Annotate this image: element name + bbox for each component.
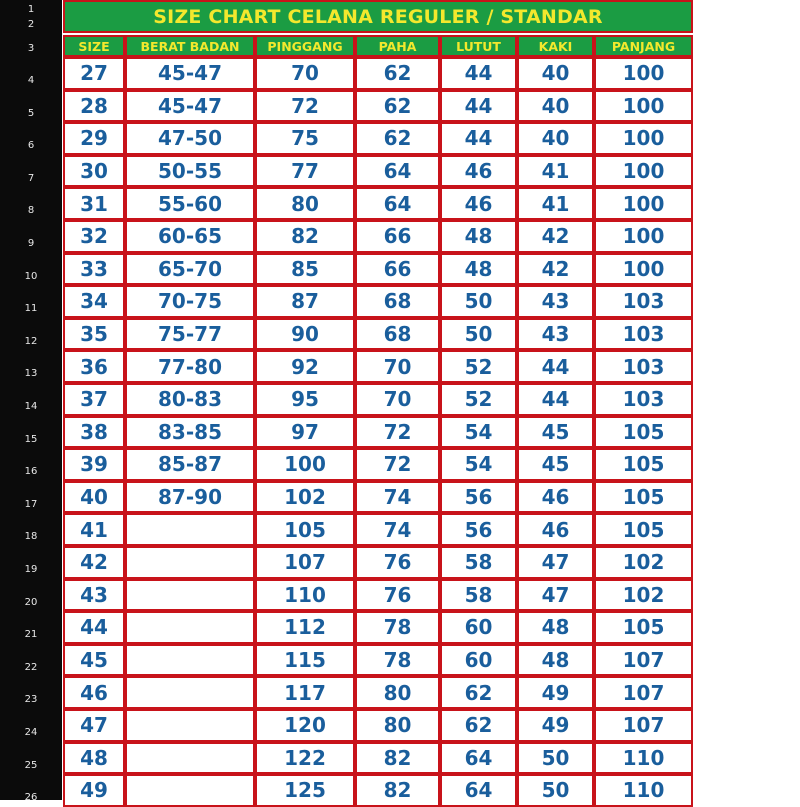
row-number-column [0, 0, 62, 804]
cell-lutut[interactable]: 56 [440, 481, 517, 514]
cell-size[interactable]: 27 [63, 57, 125, 90]
cell-size[interactable]: 33 [63, 253, 125, 286]
cell-lutut[interactable]: 52 [440, 350, 517, 383]
cell-lutut[interactable]: 64 [440, 742, 517, 775]
cell-lutut[interactable]: 60 [440, 644, 517, 677]
cell-paha[interactable]: 64 [355, 155, 440, 188]
cell-berat-badan[interactable]: 65-70 [125, 253, 255, 286]
row-number[interactable]: 8 [27, 205, 35, 217]
cell-panjang[interactable]: 107 [594, 709, 693, 742]
cell-pinggang[interactable]: 85 [255, 253, 355, 286]
cell-paha[interactable]: 80 [355, 676, 440, 709]
cell-berat-badan[interactable]: 60-65 [125, 220, 255, 253]
cell-panjang[interactable]: 103 [594, 350, 693, 383]
cell-pinggang[interactable]: 75 [255, 122, 355, 155]
cell-panjang[interactable]: 103 [594, 383, 693, 416]
cell-paha[interactable]: 72 [355, 416, 440, 449]
header-kaki: KAKI [517, 35, 594, 57]
row-number[interactable]: 2 [27, 19, 35, 30]
cell-panjang[interactable]: 100 [594, 187, 693, 220]
cell-berat-badan[interactable] [125, 513, 255, 546]
cell-paha[interactable]: 64 [355, 187, 440, 220]
cell-berat-badan[interactable] [125, 579, 255, 612]
cell-panjang[interactable]: 105 [594, 481, 693, 514]
cell-panjang[interactable]: 105 [594, 513, 693, 546]
row-number[interactable]: 13 [24, 368, 38, 380]
cell-lutut[interactable]: 56 [440, 513, 517, 546]
row-number[interactable]: 5 [27, 107, 35, 119]
cell-berat-badan[interactable]: 55-60 [125, 187, 255, 220]
cell-lutut[interactable]: 52 [440, 383, 517, 416]
row-number[interactable]: 22 [24, 661, 38, 673]
cell-size[interactable]: 38 [63, 416, 125, 449]
row-number[interactable]: 7 [27, 172, 35, 184]
cell-lutut[interactable]: 50 [440, 318, 517, 351]
cell-paha[interactable]: 74 [355, 513, 440, 546]
cell-lutut[interactable]: 44 [440, 90, 517, 123]
header-pinggang: PINGGANG [255, 35, 355, 57]
header-size: SIZE [63, 35, 125, 57]
cell-paha[interactable]: 66 [355, 220, 440, 253]
cell-kaki[interactable]: 40 [517, 90, 594, 123]
cell-size[interactable]: 41 [63, 513, 125, 546]
cell-panjang[interactable]: 100 [594, 57, 693, 90]
cell-size[interactable]: 39 [63, 448, 125, 481]
cell-size[interactable]: 34 [63, 285, 125, 318]
cell-kaki[interactable]: 42 [517, 253, 594, 286]
row-number[interactable]: 18 [24, 531, 38, 543]
row-number[interactable]: 11 [24, 303, 38, 315]
page-title: SIZE CHART CELANA REGULER / STANDAR [63, 0, 693, 33]
cell-lutut[interactable]: 50 [440, 285, 517, 318]
cell-size[interactable]: 40 [63, 481, 125, 514]
cell-berat-badan[interactable]: 70-75 [125, 285, 255, 318]
cell-size[interactable]: 29 [63, 122, 125, 155]
cell-berat-badan[interactable]: 77-80 [125, 350, 255, 383]
cell-pinggang[interactable]: 82 [255, 220, 355, 253]
cell-kaki[interactable]: 46 [517, 481, 594, 514]
header-lutut: LUTUT [440, 35, 517, 57]
cell-pinggang[interactable]: 117 [255, 676, 355, 709]
cell-pinggang[interactable]: 110 [255, 579, 355, 612]
cell-lutut[interactable]: 54 [440, 448, 517, 481]
cell-paha[interactable]: 70 [355, 350, 440, 383]
cell-pinggang[interactable]: 107 [255, 546, 355, 579]
cell-paha[interactable]: 66 [355, 253, 440, 286]
cell-pinggang[interactable]: 115 [255, 644, 355, 677]
row-number[interactable]: 19 [24, 564, 38, 575]
cell-lutut[interactable]: 48 [440, 253, 517, 286]
cell-lutut[interactable]: 44 [440, 122, 517, 155]
cell-kaki[interactable]: 46 [517, 513, 594, 546]
cell-paha[interactable]: 78 [355, 644, 440, 677]
cell-paha[interactable]: 70 [355, 383, 440, 416]
cell-size[interactable]: 31 [63, 187, 125, 220]
cell-pinggang[interactable]: 102 [255, 481, 355, 514]
header-berat-badan: BERAT BADAN [125, 35, 255, 57]
row-number[interactable]: 6 [27, 140, 35, 152]
cell-paha[interactable]: 62 [355, 122, 440, 155]
cell-pinggang[interactable]: 70 [255, 57, 355, 90]
cell-paha[interactable]: 68 [355, 285, 440, 318]
cell-panjang[interactable]: 100 [594, 220, 693, 253]
cell-kaki[interactable]: 43 [517, 318, 594, 351]
cell-panjang[interactable]: 107 [594, 676, 693, 709]
cell-panjang[interactable]: 110 [594, 774, 693, 807]
cell-pinggang[interactable]: 87 [255, 285, 355, 318]
cell-kaki[interactable]: 48 [517, 644, 594, 677]
cell-lutut[interactable]: 60 [440, 611, 517, 644]
cell-panjang[interactable]: 100 [594, 90, 693, 123]
cell-size[interactable]: 35 [63, 318, 125, 351]
cell-panjang[interactable]: 100 [594, 253, 693, 286]
row-number[interactable]: 25 [24, 759, 38, 771]
cell-paha[interactable]: 74 [355, 481, 440, 514]
cell-pinggang[interactable]: 100 [255, 448, 355, 481]
cell-berat-badan[interactable]: 80-83 [125, 383, 255, 416]
cell-berat-badan[interactable]: 45-47 [125, 57, 255, 90]
cell-lutut[interactable]: 62 [440, 709, 517, 742]
cell-kaki[interactable]: 49 [517, 676, 594, 709]
cell-panjang[interactable]: 107 [594, 644, 693, 677]
row-number[interactable]: 16 [24, 466, 38, 478]
cell-size[interactable]: 32 [63, 220, 125, 253]
cell-kaki[interactable]: 50 [517, 774, 594, 807]
cell-lutut[interactable]: 46 [440, 187, 517, 220]
cell-kaki[interactable]: 49 [517, 709, 594, 742]
row-number[interactable]: 17 [24, 498, 38, 510]
cell-berat-badan[interactable] [125, 611, 255, 644]
cell-lutut[interactable]: 58 [440, 579, 517, 612]
cell-berat-badan[interactable] [125, 676, 255, 709]
cell-size[interactable]: 46 [63, 676, 125, 709]
cell-panjang[interactable]: 100 [594, 122, 693, 155]
cell-paha[interactable]: 80 [355, 709, 440, 742]
cell-lutut[interactable]: 64 [440, 774, 517, 807]
cell-paha[interactable]: 76 [355, 579, 440, 612]
cell-size[interactable]: 44 [63, 611, 125, 644]
header-panjang: PANJANG [594, 35, 693, 57]
cell-paha[interactable]: 82 [355, 742, 440, 775]
row-number[interactable]: 1 [27, 4, 35, 15]
cell-size[interactable]: 47 [63, 709, 125, 742]
cell-pinggang[interactable]: 120 [255, 709, 355, 742]
cell-kaki[interactable]: 45 [517, 448, 594, 481]
cell-size[interactable]: 30 [63, 155, 125, 188]
cell-kaki[interactable]: 41 [517, 155, 594, 188]
cell-size[interactable]: 36 [63, 350, 125, 383]
row-number[interactable]: 9 [27, 238, 35, 249]
cell-lutut[interactable]: 54 [440, 416, 517, 449]
cell-pinggang[interactable]: 125 [255, 774, 355, 807]
cell-pinggang[interactable]: 90 [255, 318, 355, 351]
cell-paha[interactable]: 72 [355, 448, 440, 481]
cell-berat-badan[interactable] [125, 742, 255, 775]
cell-kaki[interactable]: 50 [517, 742, 594, 775]
cell-paha[interactable]: 82 [355, 774, 440, 807]
cell-paha[interactable]: 78 [355, 611, 440, 644]
cell-paha[interactable]: 62 [355, 57, 440, 90]
cell-berat-badan[interactable]: 85-87 [125, 448, 255, 481]
cell-panjang[interactable]: 105 [594, 448, 693, 481]
cell-size[interactable]: 48 [63, 742, 125, 775]
cell-panjang[interactable]: 100 [594, 155, 693, 188]
row-number[interactable]: 20 [24, 596, 38, 608]
cell-berat-badan[interactable] [125, 546, 255, 579]
cell-kaki[interactable]: 48 [517, 611, 594, 644]
cell-kaki[interactable]: 44 [517, 350, 594, 383]
cell-pinggang[interactable]: 92 [255, 350, 355, 383]
cell-size[interactable]: 45 [63, 644, 125, 677]
cell-berat-badan[interactable]: 47-50 [125, 122, 255, 155]
cell-size[interactable]: 43 [63, 579, 125, 612]
row-number[interactable]: 23 [24, 694, 38, 706]
cell-pinggang[interactable]: 80 [255, 187, 355, 220]
cell-lutut[interactable]: 44 [440, 57, 517, 90]
cell-kaki[interactable]: 42 [517, 220, 594, 253]
cell-lutut[interactable]: 58 [440, 546, 517, 579]
cell-pinggang[interactable]: 95 [255, 383, 355, 416]
cell-size[interactable]: 28 [63, 90, 125, 123]
cell-panjang[interactable]: 110 [594, 742, 693, 775]
row-number[interactable]: 26 [24, 792, 38, 804]
header-paha: PAHA [355, 35, 440, 57]
cell-size[interactable]: 42 [63, 546, 125, 579]
cell-pinggang[interactable]: 72 [255, 90, 355, 123]
row-number[interactable]: 10 [24, 270, 38, 282]
cell-kaki[interactable]: 43 [517, 285, 594, 318]
cell-lutut[interactable]: 48 [440, 220, 517, 253]
cell-pinggang[interactable]: 112 [255, 611, 355, 644]
row-number[interactable]: 21 [24, 629, 38, 641]
cell-kaki[interactable]: 41 [517, 187, 594, 220]
row-number[interactable]: 14 [24, 401, 38, 412]
cell-panjang[interactable]: 102 [594, 579, 693, 612]
cell-panjang[interactable]: 103 [594, 318, 693, 351]
cell-berat-badan[interactable]: 45-47 [125, 90, 255, 123]
cell-panjang[interactable]: 105 [594, 611, 693, 644]
cell-berat-badan[interactable]: 50-55 [125, 155, 255, 188]
cell-pinggang[interactable]: 77 [255, 155, 355, 188]
cell-size[interactable]: 37 [63, 383, 125, 416]
cell-paha[interactable]: 68 [355, 318, 440, 351]
cell-pinggang[interactable]: 97 [255, 416, 355, 449]
cell-berat-badan[interactable]: 75-77 [125, 318, 255, 351]
cell-kaki[interactable]: 40 [517, 122, 594, 155]
row-number[interactable]: 15 [24, 433, 38, 445]
cell-size[interactable]: 49 [63, 774, 125, 807]
cell-berat-badan[interactable] [125, 709, 255, 742]
cell-berat-badan[interactable]: 83-85 [125, 416, 255, 449]
cell-berat-badan[interactable] [125, 774, 255, 807]
cell-panjang[interactable]: 102 [594, 546, 693, 579]
cell-paha[interactable]: 62 [355, 90, 440, 123]
row-number[interactable]: 12 [24, 335, 38, 347]
cell-kaki[interactable]: 47 [517, 546, 594, 579]
cell-kaki[interactable]: 45 [517, 416, 594, 449]
cell-paha[interactable]: 76 [355, 546, 440, 579]
cell-lutut[interactable]: 62 [440, 676, 517, 709]
cell-lutut[interactable]: 46 [440, 155, 517, 188]
cell-berat-badan[interactable] [125, 644, 255, 677]
cell-pinggang[interactable]: 105 [255, 513, 355, 546]
row-number[interactable]: 4 [27, 75, 35, 86]
cell-kaki[interactable]: 47 [517, 579, 594, 612]
row-number[interactable]: 3 [27, 43, 35, 54]
cell-kaki[interactable]: 44 [517, 383, 594, 416]
cell-panjang[interactable]: 105 [594, 416, 693, 449]
cell-berat-badan[interactable]: 87-90 [125, 481, 255, 514]
cell-pinggang[interactable]: 122 [255, 742, 355, 775]
row-number[interactable]: 24 [24, 727, 38, 738]
cell-panjang[interactable]: 103 [594, 285, 693, 318]
cell-kaki[interactable]: 40 [517, 57, 594, 90]
